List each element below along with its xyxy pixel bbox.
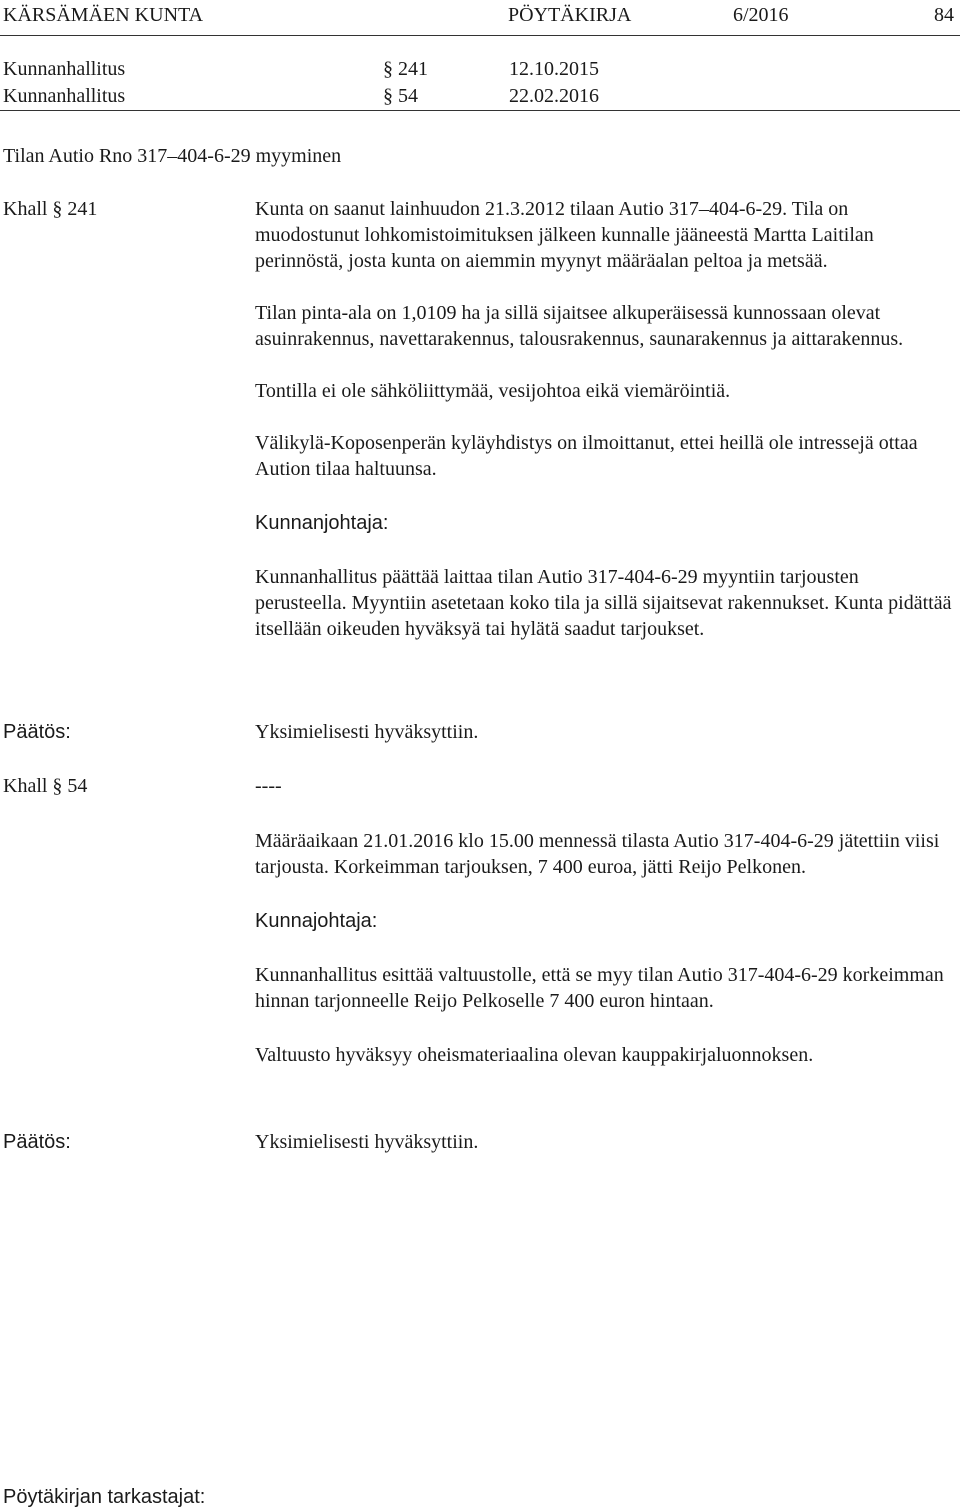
proposer-label: Kunnanjohtaja: bbox=[255, 512, 389, 534]
section-body bbox=[255, 196, 955, 642]
decision-label: Päätös: bbox=[3, 721, 71, 743]
document-type: PÖYTÄKIRJA bbox=[508, 4, 632, 26]
reference-paragraph: § 54 bbox=[383, 85, 418, 107]
paragraph: Välikylä-Koposenperän kyläyhdistys on ilmoittanut, ettei heillä ole intressejä ottaa Aution tilaa haltuunsa. bbox=[255, 432, 918, 480]
decision-text: Yksimielisesti hyväksyttiin. bbox=[255, 721, 479, 743]
paragraph: Tontilla ei ole sähköliittymää, vesijohtoa eikä viemäröintiä. bbox=[255, 380, 731, 402]
header-divider bbox=[0, 35, 960, 36]
reference-date: 22.02.2016 bbox=[509, 85, 599, 107]
meeting-number: 6/2016 bbox=[733, 4, 789, 26]
section-dash: ---- bbox=[255, 775, 282, 797]
section-body bbox=[255, 828, 955, 1068]
paragraph: Tilan pinta-ala on 1,0109 ha ja sillä sijaitsee alkuperäisessä kunnossaan olevat asuinrakennus, navettarakennus, talousrakennus, saunarakennus ja aittarakennus. bbox=[255, 302, 904, 350]
reviewers-label: Pöytäkirjan tarkastajat: bbox=[3, 1486, 206, 1508]
decision-text: Yksimielisesti hyväksyttiin. bbox=[255, 1131, 479, 1153]
proposal-text: Kunnanhallitus päättää laittaa tilan Autio 317-404-6-29 myyntiin tarjousten perusteella. Myyntiin asetetaan koko tila ja sillä sijaitsevat rakennukset. Kunta pidättää itsellään oikeuden hyväksyä tai hylätä saadut tarjoukset. bbox=[255, 566, 952, 640]
page-number: 84 bbox=[934, 4, 954, 26]
reference-date: 12.10.2015 bbox=[509, 58, 599, 80]
subject-title: Tilan Autio Rno 317–404-6-29 myyminen bbox=[3, 145, 342, 167]
paragraph: Kunta on saanut lainhuudon 21.3.2012 tilaan Autio 317–404-6-29. Tila on muodostunut lohkomistoimituksen jälkeen kunnalle jääneestä Martta Laitilan perinnöstä, josta kunta on aiemmin myynyt määräalan peltoa ja metsää. bbox=[255, 198, 874, 272]
reference-paragraph: § 241 bbox=[383, 58, 428, 80]
municipality-name: KÄRSÄMÄEN KUNTA bbox=[3, 4, 204, 26]
reference-body: Kunnanhallitus bbox=[3, 58, 126, 80]
decision-label: Päätös: bbox=[3, 1131, 71, 1153]
proposer-label: Kunnajohtaja: bbox=[255, 910, 378, 932]
reference-body: Kunnanhallitus bbox=[3, 85, 126, 107]
paragraph: Määräaikaan 21.01.2016 klo 15.00 mennessä tilasta Autio 317-404-6-29 jätettiin viisi tarjousta. Korkeimman tarjouksen, 7 400 euroa, jätti Reijo Pelkonen. bbox=[255, 830, 940, 878]
proposal-text: Kunnanhallitus esittää valtuustolle, että se myy tilan Autio 317-404-6-29 korkeimman hinnan tarjonneelle Reijo Pelkoselle 7 400 euron hintaan. bbox=[255, 964, 944, 1012]
section-label: Khall § 241 bbox=[3, 198, 98, 220]
references-divider bbox=[0, 110, 960, 111]
note-text: Valtuusto hyväksyy oheismateriaalina olevan kauppakirjaluonnoksen. bbox=[255, 1044, 814, 1066]
section-label: Khall § 54 bbox=[3, 775, 88, 797]
